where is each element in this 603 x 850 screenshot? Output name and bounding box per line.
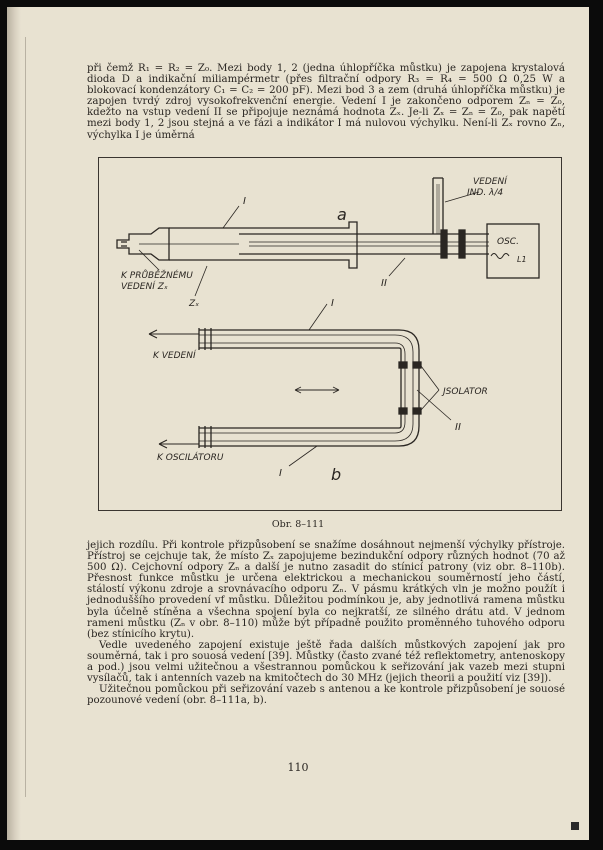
paragraph: při čemž R₁ = R₂ = Z₀. Mezi body 1, 2 (jedna úhlopříčka můstku) je zapojena krystalová dioda D a indikační miliampérmetr (přes filtrační odpory R₃ = R₄ = 500 Ω 0,25 W a blokovací kondenzátory C₁ = C₂ = 200 pF). Mezi bod 3 a zem (druhá úhlopříčka můstku) je zapojen tvrdý zdroj vysokofrekvenční energie. Vedení I je zakončeno odporem Zₙ = Z₀, kdežto na vstup vedení II se připojuje neznámá hodnota Zₓ. Je-li Zₓ = Zₙ = Z₀, pak napětí mezi body 1, 2 jsou stejná a ve fázi a indikátor I má nulovou výchylku. Není-li Zₓ rovno Zₙ, výchylka I je úměrná (87, 63, 565, 141)
coil-label: L1 (517, 255, 527, 264)
page-spine (7, 7, 21, 840)
page-number: 110 (287, 761, 309, 774)
corner-mark (571, 822, 579, 830)
k-oscilatoru-label: K OSCILÁTORU (157, 453, 224, 463)
figure-caption: Obr. 8–111 (271, 519, 325, 530)
book-page (7, 7, 589, 840)
osc-label: OSC. (497, 237, 519, 247)
isolator-label: JSOLATOR (443, 387, 488, 397)
zx-label: Zₓ (189, 299, 200, 309)
paragraph: Užitečnou pomůckou při seřizování vazeb s antenou a ke kontrole přizpůsobení je souosé pozounové vedení (obr. 8–111a, b). (87, 684, 565, 707)
coaxial-trombone-diagram (99, 158, 560, 509)
k-prubeznemu-label: K PRŮBĚŽNÉMU (121, 271, 193, 281)
k-prubeznemu-vedeni-label: VEDENÍ Zₓ (121, 282, 168, 292)
part-a-label: a (337, 205, 347, 224)
part-b-label: b (331, 465, 342, 484)
diagram-part-b (149, 304, 451, 466)
line-I-label-a: I (243, 196, 246, 207)
ind-lambda-label: IND. λ/4 (467, 188, 504, 198)
line-I-bottom-label-b: I (279, 468, 282, 479)
vedeni-label: VEDENÍ (473, 177, 507, 187)
line-I-label-b: I (331, 298, 334, 309)
figure-frame (98, 157, 562, 511)
top-paragraph-block (87, 63, 565, 141)
line-II-label-b: II (455, 422, 461, 433)
paragraph: Vedle uvedeného zapojení existuje ještě řada dalších můstkových zapojení jak pro souměrná, tak i pro souosá vedení [39]. Můstky (často zvané též reflektometry, antenoskopy a pod.) jsou velmi užitečnou a všestrannou pomůckou k seřizování jak vazeb mezi stupni vysílačů, tak i antenních vazeb na kmitočtech do 30 MHz (jejich theorii a použití viz [39]). (87, 639, 565, 685)
bottom-paragraph-block (87, 540, 565, 706)
paragraph: jejich rozdílu. Při kontrole přizpůsobení se snažíme dosáhnout nejmenší výchylky přístroje. Přístroj se cejchuje tak, že místo Zₓ zapojujeme bezindukční odpory různých hodnot (70 až 500 Ω). Cejchovní odpory Zₙ a další je nutno zasadit do stínicí patrony (viz obr. 8–110b). Přesnost funkce můstku je určena elektrickou a mechanickou souměrností jeho částí, stálostí výkonu zdroje a srovnávacího odporu Zₙ. V pásmu krátkých vln je možno použít i jednoduššího provedení vf můstku. Důležitou podmínkou je, aby jednotlivá ramena můstku byla účelně stíněna a všechna spojení byla co nejkratší, ze silného drátu atd. V jednom rameni můstku (Zₙ v obr. 8–110) může být případně použito proměnného tuhového odporu (bez stínicího krytu). (87, 540, 565, 640)
k-vedeni-label: K VEDENÍ (153, 351, 196, 361)
spine-shadow-line (25, 37, 26, 797)
line-II-label-a: II (381, 278, 387, 289)
